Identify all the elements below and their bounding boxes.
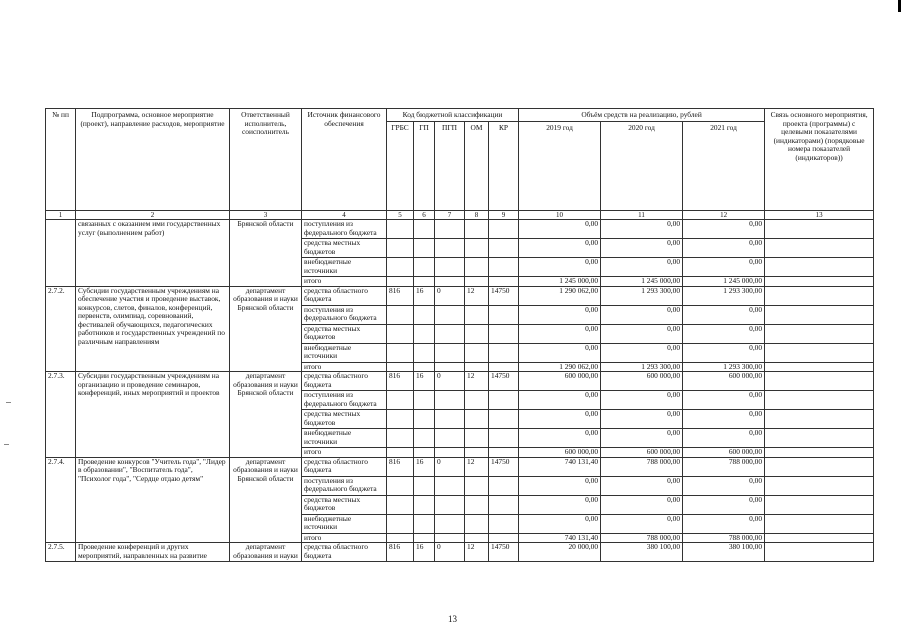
- column-number: 13: [765, 211, 874, 220]
- code-pgp: [435, 220, 465, 239]
- code-pgp: 0: [435, 286, 465, 305]
- code-kr: [489, 305, 519, 324]
- header-2021: 2021 год: [683, 122, 765, 211]
- code-grbs: 816: [387, 543, 414, 562]
- value-2021: 788 000,00: [683, 457, 765, 476]
- code-grbs: [387, 258, 414, 277]
- code-grbs: [387, 305, 414, 324]
- value-2020: 0,00: [601, 514, 683, 533]
- value-2021: 0,00: [683, 220, 765, 239]
- code-kr: [489, 324, 519, 343]
- code-om: [465, 514, 489, 533]
- code-om: [465, 324, 489, 343]
- code-grbs: 816: [387, 372, 414, 391]
- code-pgp: [435, 343, 465, 362]
- column-number: 8: [465, 211, 489, 220]
- header-grbs: ГРБС: [387, 122, 414, 211]
- value-2021: 380 100,00: [683, 543, 765, 562]
- code-grbs: [387, 514, 414, 533]
- funding-source: средства местных бюджетов: [302, 239, 387, 258]
- code-om: [465, 429, 489, 448]
- code-kr: [489, 343, 519, 362]
- code-kr: [489, 410, 519, 429]
- value-2019: 0,00: [519, 476, 601, 495]
- code-pgp: [435, 258, 465, 277]
- code-pgp: [435, 476, 465, 495]
- table-row: [46, 543, 874, 562]
- column-number: 9: [489, 211, 519, 220]
- indicator-link: [765, 362, 874, 372]
- indicator-link: [765, 277, 874, 287]
- indicator-link: [765, 220, 874, 239]
- code-kr: [489, 239, 519, 258]
- value-2020: 0,00: [601, 324, 683, 343]
- indicator-link: [765, 429, 874, 448]
- value-2020: 0,00: [601, 239, 683, 258]
- code-kr: [489, 476, 519, 495]
- code-gp: [414, 391, 435, 410]
- indicator-link: [765, 343, 874, 362]
- funding-source: поступления из федерального бюджета: [302, 391, 387, 410]
- value-2020: 1 293 300,00: [601, 286, 683, 305]
- column-number: 10: [519, 211, 601, 220]
- code-pgp: [435, 495, 465, 514]
- code-gp: [414, 239, 435, 258]
- value-2020: 380 100,00: [601, 543, 683, 562]
- code-kr: [489, 220, 519, 239]
- value-2020: 0,00: [601, 220, 683, 239]
- funding-source-total: итого: [302, 533, 387, 543]
- code-kr: [489, 258, 519, 277]
- header-pgp: ПГП: [435, 122, 465, 211]
- scan-mark: [4, 444, 9, 445]
- funding-source: средства местных бюджетов: [302, 324, 387, 343]
- code-pgp: [435, 429, 465, 448]
- column-number: 4: [302, 211, 387, 220]
- code-kr: 14750: [489, 372, 519, 391]
- value-2020: 0,00: [601, 476, 683, 495]
- value-2019: 0,00: [519, 239, 601, 258]
- code-gp: [414, 305, 435, 324]
- code-empty: [387, 362, 414, 372]
- funding-source: средства местных бюджетов: [302, 495, 387, 514]
- code-grbs: [387, 324, 414, 343]
- code-empty: [489, 533, 519, 543]
- value-2019: 0,00: [519, 258, 601, 277]
- value-2020: 0,00: [601, 495, 683, 514]
- indicator-link: [765, 305, 874, 324]
- item-executor: департамент образования и науки Брянской области: [230, 457, 302, 543]
- code-kr: 14750: [489, 286, 519, 305]
- code-empty: [387, 533, 414, 543]
- funding-source-total: итого: [302, 362, 387, 372]
- indicator-link: [765, 448, 874, 458]
- total-2020: 788 000,00: [601, 533, 683, 543]
- edge-mark: [898, 0, 901, 12]
- value-2019: 0,00: [519, 429, 601, 448]
- header-link: Связь основного мероприятия, проекта (программы) с целевыми показателями (индикаторами) (порядковые номера показателей (индикаторов)): [765, 109, 874, 211]
- value-2019: 0,00: [519, 495, 601, 514]
- value-2021: 600 000,00: [683, 372, 765, 391]
- item-name: Субсидии государственным учреждениям на обеспечение участия и проведение выставок, конкурсов, слетов, финалов, конференций, первенств, олимпиад, соревнований, фестивалей обучающихся, педагогических работников и государственных учреждений по различным направлениям: [76, 286, 230, 372]
- column-number: 1: [46, 211, 76, 220]
- indicator-link: [765, 495, 874, 514]
- total-2020: 1 245 000,00: [601, 277, 683, 287]
- header-budget-code: Код бюджетной классификации: [387, 109, 519, 122]
- code-gp: [414, 220, 435, 239]
- funding-source: поступления из федерального бюджета: [302, 476, 387, 495]
- indicator-link: [765, 391, 874, 410]
- value-2020: 0,00: [601, 410, 683, 429]
- code-om: [465, 239, 489, 258]
- code-om: 12: [465, 286, 489, 305]
- code-empty: [414, 533, 435, 543]
- code-empty: [465, 277, 489, 287]
- item-name: Субсидии государственным учреждениям на организацию и проведение семинаров, конференций, иных мероприятий и проектов: [76, 372, 230, 458]
- total-2019: 1 245 000,00: [519, 277, 601, 287]
- indicator-link: [765, 286, 874, 305]
- value-2019: 740 131,40: [519, 457, 601, 476]
- indicator-link: [765, 543, 874, 562]
- item-name: Проведение конкурсов "Учитель года", "Лидер в образовании", "Воспитатель года", "Психолог года", "Сердце отдаю детям": [76, 457, 230, 543]
- total-2019: 740 131,40: [519, 533, 601, 543]
- item-executor: департамент образования и науки Брянской области: [230, 372, 302, 458]
- value-2021: 0,00: [683, 258, 765, 277]
- code-empty: [414, 448, 435, 458]
- code-om: 12: [465, 372, 489, 391]
- value-2021: 0,00: [683, 239, 765, 258]
- code-empty: [489, 448, 519, 458]
- code-grbs: [387, 391, 414, 410]
- value-2019: 0,00: [519, 305, 601, 324]
- header-source: Источник финансового обеспечения: [302, 109, 387, 211]
- value-2020: 0,00: [601, 429, 683, 448]
- code-empty: [387, 448, 414, 458]
- funding-source: средства областного бюджета: [302, 286, 387, 305]
- table-row: [46, 457, 874, 476]
- code-grbs: [387, 495, 414, 514]
- code-gp: [414, 343, 435, 362]
- code-om: [465, 410, 489, 429]
- code-empty: [435, 448, 465, 458]
- header-executor: Ответственный исполнитель, соисполнитель: [230, 109, 302, 211]
- code-empty: [465, 448, 489, 458]
- code-gp: [414, 514, 435, 533]
- scan-mark: [6, 402, 11, 403]
- indicator-link: [765, 514, 874, 533]
- value-2021: 0,00: [683, 495, 765, 514]
- code-empty: [489, 277, 519, 287]
- code-empty: [435, 533, 465, 543]
- value-2021: 0,00: [683, 429, 765, 448]
- indicator-link: [765, 457, 874, 476]
- total-2021: 1 293 300,00: [683, 362, 765, 372]
- header-2020: 2020 год: [601, 122, 683, 211]
- code-om: [465, 220, 489, 239]
- code-pgp: 0: [435, 457, 465, 476]
- column-number: 12: [683, 211, 765, 220]
- code-gp: [414, 410, 435, 429]
- code-kr: [489, 391, 519, 410]
- column-number: 11: [601, 211, 683, 220]
- item-number: [46, 220, 76, 287]
- code-om: [465, 305, 489, 324]
- value-2020: 0,00: [601, 258, 683, 277]
- value-2020: 0,00: [601, 391, 683, 410]
- value-2021: 0,00: [683, 391, 765, 410]
- code-gp: 16: [414, 372, 435, 391]
- value-2019: 0,00: [519, 410, 601, 429]
- code-om: [465, 495, 489, 514]
- value-2020: 0,00: [601, 343, 683, 362]
- indicator-link: [765, 410, 874, 429]
- value-2019: 20 000,00: [519, 543, 601, 562]
- header-2019: 2019 год: [519, 122, 601, 211]
- code-gp: 16: [414, 457, 435, 476]
- funding-source: поступления из федерального бюджета: [302, 220, 387, 239]
- header-om: ОМ: [465, 122, 489, 211]
- item-number: 2.7.2.: [46, 286, 76, 372]
- code-pgp: [435, 391, 465, 410]
- funding-source: внебюджетные источники: [302, 514, 387, 533]
- total-2019: 1 290 062,00: [519, 362, 601, 372]
- code-grbs: [387, 429, 414, 448]
- code-grbs: 816: [387, 457, 414, 476]
- item-number: 2.7.5.: [46, 543, 76, 562]
- code-om: [465, 343, 489, 362]
- item-name: связанных с оказанием ими государственных услуг (выполнением работ): [76, 220, 230, 287]
- code-gp: [414, 476, 435, 495]
- total-2020: 600 000,00: [601, 448, 683, 458]
- funding-source-total: итого: [302, 277, 387, 287]
- code-kr: 14750: [489, 543, 519, 562]
- indicator-link: [765, 533, 874, 543]
- column-number: 3: [230, 211, 302, 220]
- code-empty: [387, 277, 414, 287]
- code-om: 12: [465, 457, 489, 476]
- code-grbs: [387, 343, 414, 362]
- funding-source: внебюджетные источники: [302, 429, 387, 448]
- funding-source: внебюджетные источники: [302, 258, 387, 277]
- funding-source: внебюджетные источники: [302, 343, 387, 362]
- code-empty: [435, 362, 465, 372]
- item-number: 2.7.4.: [46, 457, 76, 543]
- code-gp: [414, 324, 435, 343]
- table-row: [46, 286, 874, 305]
- funding-source: средства областного бюджета: [302, 457, 387, 476]
- code-gp: 16: [414, 543, 435, 562]
- code-grbs: [387, 410, 414, 429]
- code-gp: 16: [414, 286, 435, 305]
- value-2019: 0,00: [519, 343, 601, 362]
- value-2021: 0,00: [683, 476, 765, 495]
- code-om: [465, 258, 489, 277]
- funding-source: поступления из федерального бюджета: [302, 305, 387, 324]
- indicator-link: [765, 239, 874, 258]
- page-number: 13: [448, 614, 457, 624]
- code-kr: [489, 514, 519, 533]
- header-no: № пп: [46, 109, 76, 211]
- indicator-link: [765, 476, 874, 495]
- value-2020: 0,00: [601, 305, 683, 324]
- value-2021: 0,00: [683, 514, 765, 533]
- code-kr: [489, 429, 519, 448]
- value-2021: 0,00: [683, 305, 765, 324]
- column-number: 5: [387, 211, 414, 220]
- code-kr: [489, 495, 519, 514]
- value-2021: 1 293 300,00: [683, 286, 765, 305]
- code-empty: [414, 362, 435, 372]
- value-2020: 788 000,00: [601, 457, 683, 476]
- code-empty: [465, 362, 489, 372]
- code-empty: [414, 277, 435, 287]
- item-executor: Брянской области: [230, 220, 302, 287]
- funding-source: средства областного бюджета: [302, 372, 387, 391]
- table-row: [46, 220, 874, 239]
- code-grbs: [387, 220, 414, 239]
- indicator-link: [765, 258, 874, 277]
- code-empty: [465, 533, 489, 543]
- item-name: Проведение конференций и других мероприятий, направленных на развитие: [76, 543, 230, 562]
- funding-source-total: итого: [302, 448, 387, 458]
- header-subprogram: Подпрограмма, основное мероприятие (проект), направление расходов, мероприятие: [76, 109, 230, 211]
- indicator-link: [765, 324, 874, 343]
- code-pgp: 0: [435, 543, 465, 562]
- code-pgp: [435, 410, 465, 429]
- code-pgp: 0: [435, 372, 465, 391]
- item-executor: департамент образования и науки Брянской области: [230, 286, 302, 372]
- value-2020: 600 000,00: [601, 372, 683, 391]
- code-gp: [414, 429, 435, 448]
- code-empty: [489, 362, 519, 372]
- code-pgp: [435, 514, 465, 533]
- value-2019: 600 000,00: [519, 372, 601, 391]
- value-2021: 0,00: [683, 324, 765, 343]
- header-volume: Объём средств на реализацию, рублей: [519, 109, 765, 122]
- code-pgp: [435, 239, 465, 258]
- code-grbs: [387, 476, 414, 495]
- funding-source: средства областного бюджета: [302, 543, 387, 562]
- value-2019: 1 290 062,00: [519, 286, 601, 305]
- code-om: [465, 391, 489, 410]
- total-2021: 600 000,00: [683, 448, 765, 458]
- code-kr: 14750: [489, 457, 519, 476]
- total-2020: 1 293 300,00: [601, 362, 683, 372]
- code-empty: [435, 277, 465, 287]
- code-gp: [414, 495, 435, 514]
- column-numbers-row: [46, 211, 874, 220]
- value-2021: 0,00: [683, 410, 765, 429]
- value-2019: 0,00: [519, 391, 601, 410]
- code-grbs: 816: [387, 286, 414, 305]
- code-pgp: [435, 324, 465, 343]
- budget-table: [45, 108, 874, 562]
- indicator-link: [765, 372, 874, 391]
- item-number: 2.7.3.: [46, 372, 76, 458]
- code-om: [465, 476, 489, 495]
- value-2021: 0,00: [683, 343, 765, 362]
- header-gp: ГП: [414, 122, 435, 211]
- header-kr: КР: [489, 122, 519, 211]
- total-2021: 788 000,00: [683, 533, 765, 543]
- code-gp: [414, 258, 435, 277]
- column-number: 6: [414, 211, 435, 220]
- total-2019: 600 000,00: [519, 448, 601, 458]
- value-2019: 0,00: [519, 324, 601, 343]
- table-row: [46, 372, 874, 391]
- total-2021: 1 245 000,00: [683, 277, 765, 287]
- funding-source: средства местных бюджетов: [302, 410, 387, 429]
- code-pgp: [435, 305, 465, 324]
- code-om: 12: [465, 543, 489, 562]
- value-2019: 0,00: [519, 514, 601, 533]
- value-2019: 0,00: [519, 220, 601, 239]
- column-number: 7: [435, 211, 465, 220]
- code-grbs: [387, 239, 414, 258]
- item-executor: департамент образования и науки: [230, 543, 302, 562]
- column-number: 2: [76, 211, 230, 220]
